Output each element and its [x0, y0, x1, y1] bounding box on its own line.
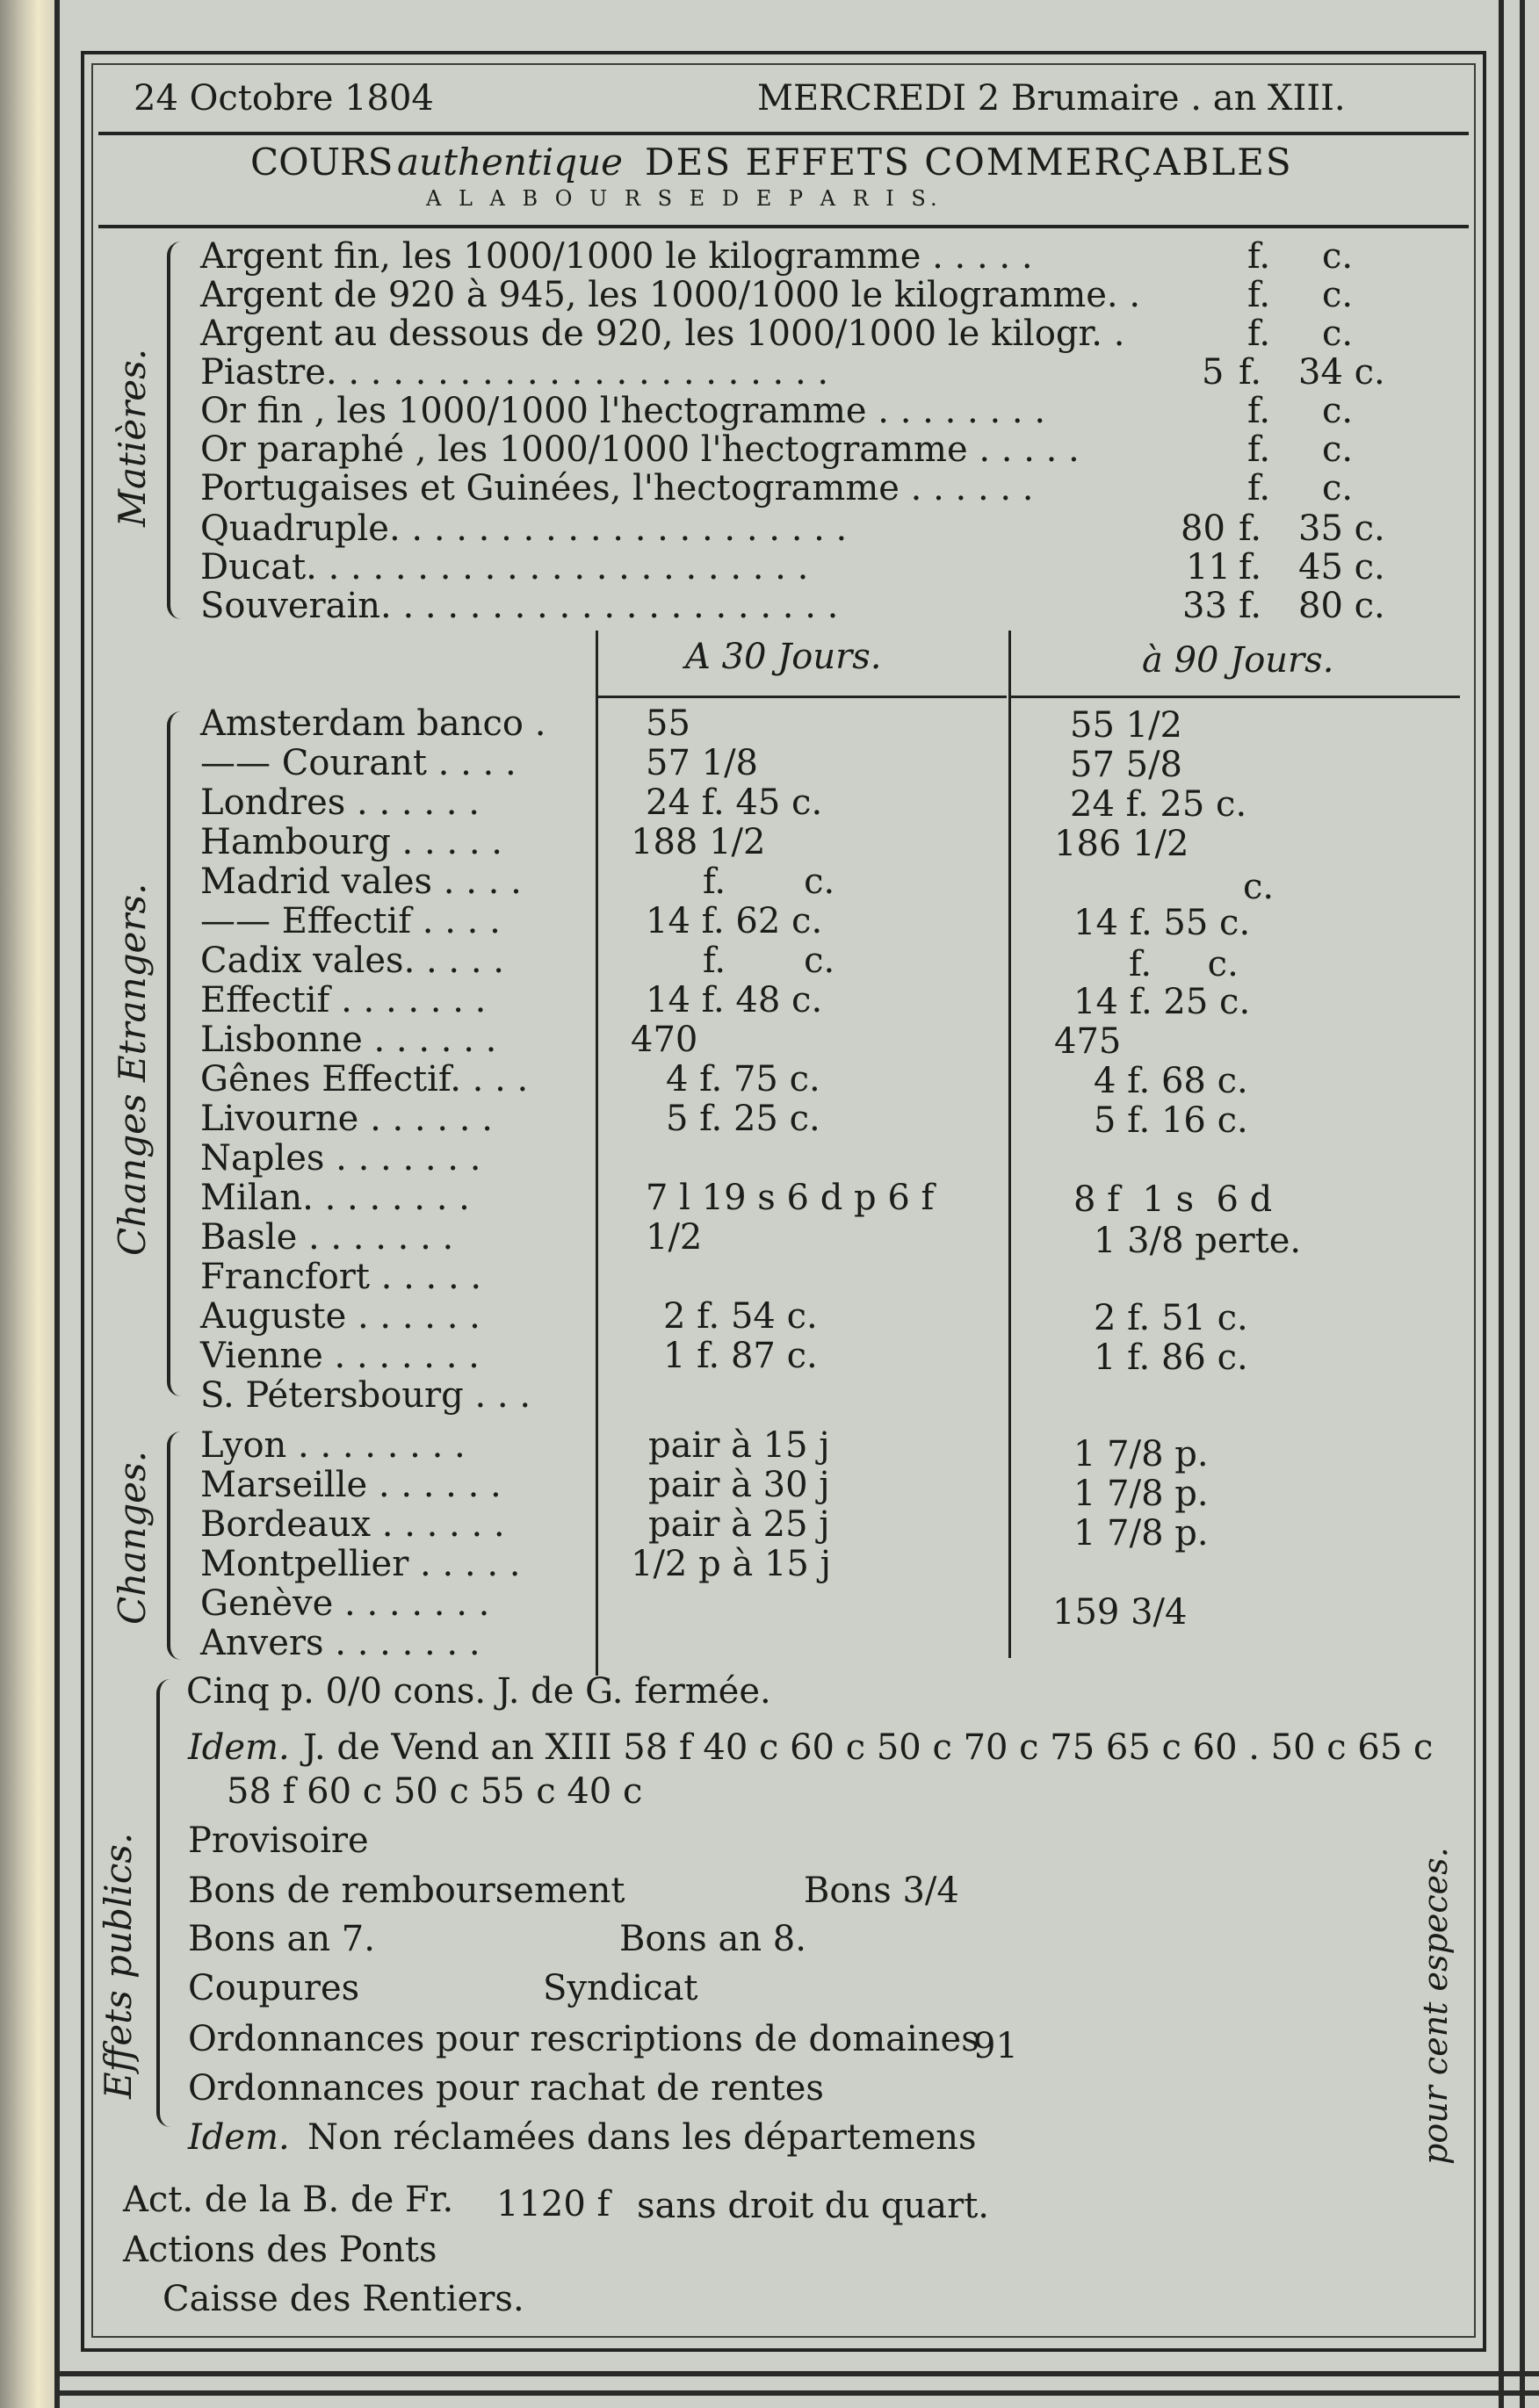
rate-90-days: 186 1/2 — [1054, 824, 1189, 864]
idem-quotes: J. de Vend an XIII 58 f 40 c 60 c 50 c 70 c 75 65 c 60 . 50 c 65 c — [303, 1727, 1434, 1768]
matieres-label-text: Quadruple. . . . . . . . . . . . . . . . . . . . . — [200, 508, 848, 549]
matieres-label-text: Argent au dessous de 920, les 1000/1000 le kilogr. . — [200, 314, 1125, 354]
exchange-place: —— Courant . . . . — [200, 743, 517, 783]
matieres-label: Matières. — [111, 348, 154, 527]
exchange-place: Anvers . . . . . . . — [200, 1623, 480, 1663]
matieres-label-text: Portugaises et Guinées, l'hectogramme . . . . . . — [200, 468, 1034, 508]
exchange-place: Londres . . . . . . — [200, 782, 480, 823]
ordonnances-rentes: Ordonnances pour rachat de rentes — [188, 2068, 824, 2109]
rate-90-days: 1 f. 86 c. — [1094, 1337, 1248, 1378]
matieres-value: 80 — [1181, 508, 1225, 549]
matieres-c: 45 c. — [1298, 547, 1385, 588]
caisse-des-rentiers: Caisse des Rentiers. — [163, 2279, 524, 2319]
title-rule — [98, 225, 1469, 228]
rate-30-days: 55 — [646, 703, 690, 744]
exchange-place: Milan. . . . . . . . — [200, 1178, 470, 1218]
title-italic: authentique — [397, 141, 624, 184]
exchange-place: Naples . . . . . . . — [200, 1138, 481, 1179]
rate-30-days: 5 f. 25 c. — [666, 1099, 820, 1139]
non-reclamees: Non réclamées dans les départemens — [307, 2117, 977, 2158]
rate-30-days: f. c. — [703, 941, 835, 981]
rate-90-days: 24 f. 25 c. — [1070, 784, 1247, 825]
matieres-value: 11 — [1186, 547, 1231, 588]
provisoire: Provisoire — [188, 1820, 369, 1861]
matieres-label-text: Or paraphé , les 1000/1000 l'hectogramme . . . . . — [200, 429, 1080, 470]
matieres-c: 34 c. — [1298, 352, 1385, 393]
matieres-c: 80 c. — [1298, 586, 1385, 626]
date-republican: MERCREDI 2 Brumaire . an XIII. — [757, 78, 1346, 119]
rate-30-days: pair à 30 j — [648, 1465, 830, 1505]
effets-publics-brace — [156, 1679, 170, 2127]
page-edge-right-outer — [1520, 0, 1525, 2408]
rate-30-days: f. c. — [703, 862, 835, 902]
matieres-label-text: Argent de 920 à 945, les 1000/1000 le kilogramme. . — [200, 275, 1141, 315]
coupures: Coupures — [188, 1968, 360, 2008]
matieres-f: f. — [1247, 314, 1271, 354]
rate-30-days: 24 f. 45 c. — [646, 782, 823, 823]
page-edge-right — [1499, 0, 1504, 2408]
exchange-place: Livourne . . . . . . — [200, 1099, 493, 1139]
title-part1: COURS — [250, 141, 394, 184]
matieres-f: f. — [1239, 352, 1262, 393]
bons-an-8: Bons an 8. — [619, 1919, 806, 1959]
exchange-place: Gênes Effectif. . . . — [200, 1059, 529, 1099]
bons-an-7: Bons an 7. — [188, 1919, 375, 1959]
rate-90-days: 14 f. 55 c. — [1073, 903, 1251, 943]
exchange-place: Amsterdam banco . — [200, 703, 546, 744]
rate-30-days: 188 1/2 — [631, 822, 766, 862]
bons-trois-quarts: Bons 3/4 — [804, 1871, 959, 1911]
rate-90-days: 1 7/8 p. — [1073, 1434, 1209, 1474]
rate-30-days: 4 f. 75 c. — [666, 1059, 820, 1099]
spine-edge — [54, 0, 60, 2408]
idem-quotes-cont: 58 f 60 c 50 c 55 c 40 c — [227, 1771, 643, 1812]
exchange-place: Lyon . . . . . . . . — [200, 1425, 466, 1466]
matieres-c: c. — [1322, 391, 1354, 431]
rate-90-days: 8 f 1 s 6 d — [1073, 1179, 1273, 1220]
exchange-place: S. Pétersbourg . . . — [200, 1375, 531, 1416]
exchange-place: Effectif . . . . . . . — [200, 980, 487, 1020]
page-edge-bottom — [54, 2371, 1539, 2376]
page-edge-bottom-outer — [54, 2390, 1539, 2396]
rate-30-days: 57 1/8 — [646, 743, 758, 783]
matieres-f: f. — [1247, 275, 1271, 315]
rate-30-days: 7 l 19 s 6 d p 6 f — [646, 1178, 935, 1218]
idem-label-2: Idem. — [188, 2117, 290, 2158]
rate-90-days: 159 3/4 — [1052, 1592, 1188, 1633]
ordonnances-domaines-value: 91 — [973, 2026, 1018, 2066]
matieres-c: 35 c. — [1298, 508, 1385, 549]
exchange-place: Francfort . . . . . — [200, 1257, 482, 1297]
title-part2: DES EFFETS COMMERÇABLES — [645, 141, 1293, 184]
rate-90-days: 1 7/8 p. — [1073, 1513, 1209, 1554]
matieres-brace — [167, 242, 181, 619]
exchange-place: Basle . . . . . . . — [200, 1217, 454, 1258]
syndicat: Syndicat — [543, 1968, 698, 2008]
exchange-place: Lisbonne . . . . . . — [200, 1020, 497, 1060]
rate-30-days: 470 — [631, 1020, 698, 1060]
col-header-rule-left — [597, 696, 1007, 698]
column-separator-left — [596, 631, 598, 1676]
matieres-c: c. — [1322, 314, 1354, 354]
matieres-label-text: Or fin , les 1000/1000 l'hectogramme . . . . . . . . — [200, 391, 1046, 431]
col-header-30-jours: A 30 Jours. — [685, 637, 882, 677]
rate-90-days: 4 f. 68 c. — [1094, 1061, 1248, 1101]
act-banque-label: Act. de la B. de Fr. — [123, 2180, 454, 2220]
exchange-place: Genève . . . . . . . — [200, 1583, 490, 1624]
matieres-label-text: Souverain. . . . . . . . . . . . . . . . . . . . . — [200, 586, 839, 626]
changes-etrangers-brace — [167, 711, 181, 1396]
book-spine — [0, 0, 54, 2408]
col-header-rule-right — [1010, 696, 1460, 698]
rate-30-days: 14 f. 48 c. — [646, 980, 823, 1020]
exchange-place: Vienne . . . . . . . — [200, 1336, 480, 1376]
pour-cent-especes-label: pour cent especes. — [1416, 1847, 1455, 2165]
exchange-place: Bordeaux . . . . . . — [200, 1504, 505, 1545]
column-separator-right — [1008, 631, 1011, 1658]
rate-30-days: pair à 25 j — [648, 1504, 830, 1545]
changes-brace — [167, 1431, 181, 1660]
matieres-label-text: Piastre. . . . . . . . . . . . . . . . . . . . . . . — [200, 352, 829, 393]
effets-publics-label: Effets publics. — [97, 1832, 140, 2099]
rate-90-days: 5 f. 16 c. — [1094, 1100, 1248, 1141]
date-gregorian: 24 Octobre 1804 — [134, 78, 434, 119]
matieres-f: f. — [1247, 391, 1271, 431]
actions-des-ponts: Actions des Ponts — [123, 2230, 437, 2270]
act-banque-value: 1120 f — [496, 2184, 611, 2224]
rate-30-days: 1/2 p à 15 j — [631, 1544, 831, 1584]
rate-90-days: 475 — [1054, 1021, 1122, 1062]
matieres-f: f. — [1239, 508, 1262, 549]
exchange-place: —— Effectif . . . . — [200, 901, 501, 941]
matieres-f: f. — [1239, 586, 1262, 626]
header-rule — [98, 132, 1469, 135]
matieres-c: c. — [1322, 429, 1354, 470]
rate-90-days: 55 1/2 — [1070, 705, 1182, 746]
matieres-label-text: Ducat. . . . . . . . . . . . . . . . . . . . . . . — [200, 547, 809, 588]
rate-90-days: c. — [1243, 867, 1275, 907]
matieres-c: c. — [1322, 275, 1354, 315]
rate-30-days: 2 f. 54 c. — [663, 1296, 818, 1337]
rate-30-days: 1/2 — [646, 1217, 703, 1258]
rate-90-days: 57 5/8 — [1070, 745, 1182, 785]
rate-30-days: pair à 15 j — [648, 1425, 830, 1466]
exchange-place: Cadix vales. . . . . — [200, 941, 504, 981]
matieres-f: f. — [1247, 429, 1271, 470]
changes-etrangers-label: Changes Etrangers. — [111, 883, 154, 1256]
matieres-c: c. — [1322, 468, 1354, 508]
matieres-c: c. — [1322, 236, 1354, 277]
matieres-f: f. — [1239, 547, 1262, 588]
exchange-place: Marseille . . . . . . — [200, 1465, 502, 1505]
matieres-value: 33 — [1182, 586, 1227, 626]
exchange-place: Montpellier . . . . . — [200, 1544, 521, 1584]
rate-90-days: f. c. — [1129, 944, 1239, 984]
changes-label: Changes. — [111, 1451, 154, 1625]
exchange-place: Hambourg . . . . . — [200, 822, 502, 862]
col-header-90-jours: à 90 Jours. — [1142, 640, 1334, 681]
bons-remboursement: Bons de remboursement — [188, 1871, 625, 1911]
act-banque-note: sans droit du quart. — [637, 2186, 989, 2226]
idem-label: Idem. — [188, 1727, 290, 1768]
cinq-pour-cent: Cinq p. 0/0 cons. J. de G. fermée. — [186, 1671, 771, 1712]
exchange-place: Auguste . . . . . . — [200, 1296, 480, 1337]
matieres-label-text: Argent fin, les 1000/1000 le kilogramme . . . . . — [200, 236, 1033, 277]
matieres-f: f. — [1247, 468, 1271, 508]
exchange-place: Madrid vales . . . . — [200, 862, 522, 902]
rate-90-days: 1 7/8 p. — [1073, 1474, 1209, 1514]
rate-90-days: 1 3/8 perte. — [1094, 1221, 1302, 1261]
rate-90-days: 14 f. 25 c. — [1073, 982, 1251, 1022]
matieres-value: 5 — [1202, 352, 1225, 393]
rate-30-days: 14 f. 62 c. — [646, 901, 823, 941]
subtitle: A L A B O U R S E D E P A R I S. — [426, 186, 943, 211]
matieres-f: f. — [1247, 236, 1271, 277]
rate-90-days: 2 f. 51 c. — [1094, 1298, 1248, 1338]
rate-30-days: 1 f. 87 c. — [663, 1336, 818, 1376]
ordonnances-domaines: Ordonnances pour rescriptions de domaines — [188, 2019, 979, 2059]
